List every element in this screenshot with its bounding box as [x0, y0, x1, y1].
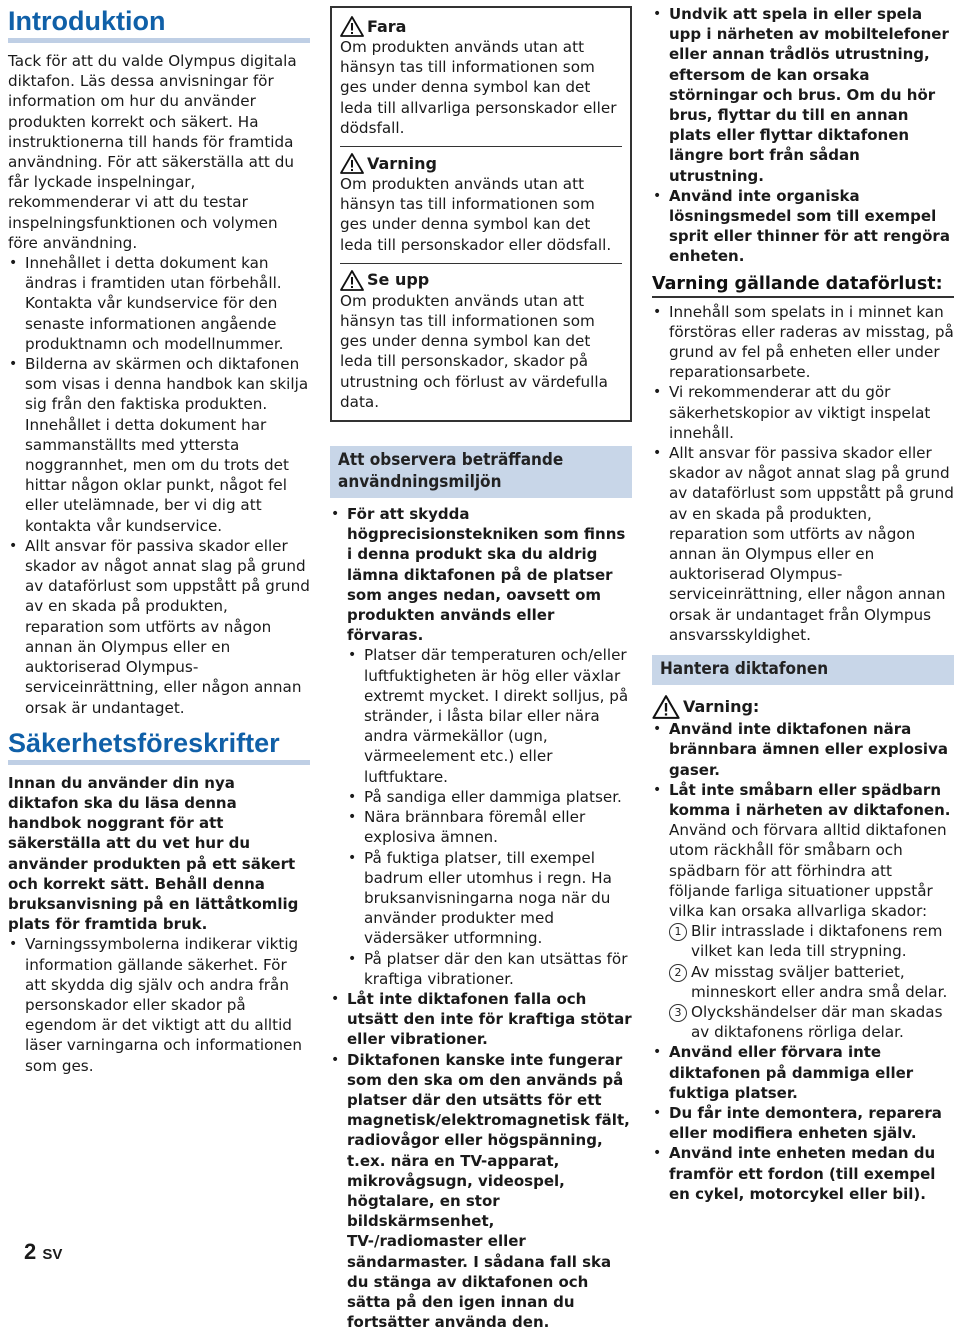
handle-title: Hantera diktafonen — [652, 655, 954, 685]
handle-bullets — [652, 719, 954, 1204]
list-item — [669, 962, 954, 1002]
list-item: • Allt ansvar för passiva skador eller skador av något annat slag på grund av dataförlust som uppstått på grund av en skada på produkten, reparation som utförts av någon annan än Olympus eller en auktoriserad Olympus-serviceinrättning, eller någon annan orsak är undantaget. — [8, 536, 310, 718]
environment-sub-bullets — [347, 645, 632, 988]
hazard-list — [669, 921, 954, 1042]
list-item — [669, 921, 954, 961]
list-item: • Innehåll som spelats in i minnet kan förstöras eller raderas av misstag, på grund av fel på enheten eller under reparationsarbete. — [652, 302, 954, 383]
environment-title-line1: Att observera beträffande — [338, 450, 564, 471]
environment-title-line2: användningsmiljön — [338, 472, 502, 493]
circled-number: 3 — [669, 1004, 687, 1022]
column-left — [8, 0, 310, 1076]
fara-text: Om produkten används utan att hänsyn tas till informationen som ges under denna symbol kan det leda till allvarliga personskador eller dödsfall. — [340, 38, 617, 137]
safety-bullets — [8, 934, 310, 1075]
warning-triangle-icon — [340, 16, 364, 37]
list-item: • Diktafonen kanske inte fungerar som den ska om den används på platser där den utsätts för ett magnetisk/elektromagnetisk fält, radiovågor eller högspänning, t.ex. nära en TV-apparat, mikrovågsugn, videospel, högtalare, en stor bildskärmsenhet, TV-/radiomaster eller sändarmaster. I sådana fall ska du stänga av diktafonen och sätta på den igen innan du fortsätter använda den. — [330, 1050, 632, 1332]
environment-title — [330, 446, 632, 498]
safety-bold-text: Innan du använder din nya diktafon ska du läsa denna handbok noggrant för att säkerställa att du vet hur du använder produkten på ett säkert och korrekt sätt. Behåll denna bruksanvisning på en lättåtkomlig plats för framtida bruk. — [8, 773, 299, 934]
top-bullets — [652, 4, 954, 267]
list-item: • Varningssymbolerna indikerar viktig information gällande säkerhet. För att skydda dig själv och andra från personskador eller skador på egendom är det viktigt att du alltid läser varningarna och informationen som ges. — [8, 934, 310, 1075]
column-right — [652, 0, 954, 1204]
list-item: • Använd inte organiska lösningsmedel som till exempel sprit eller thinner för att rengöra enheten. — [652, 186, 954, 267]
list-item: • Använd inte diktafonen nära brännbara ämnen eller explosiva gaser. — [652, 719, 954, 780]
list-item — [330, 504, 632, 989]
handle-warning-label: Varning: — [683, 697, 760, 717]
handle-warning-heading — [652, 695, 954, 719]
list-item: • Använd inte enheten medan du framför ett fordon (till exempel en cykel, motorcykel eller bil). — [652, 1143, 954, 1204]
fara-label: Fara — [367, 16, 407, 36]
intro-title: Introduktion — [8, 0, 310, 43]
list-item: • Platser där temperaturen och/eller luftfuktigheten är hög eller växlar extremt mycket. I direkt solljus, på stränder, i låsta bilar eller nära andra värmekällor (ugn, värmeelement etc.) eller luftfuktare. — [347, 645, 632, 786]
hazard-text: Av misstag sväljer batteriet, minneskort eller andra små delar. — [691, 962, 948, 1001]
intro-text: Tack för att du valde Olympus digitala diktafon. Läs dessa anvisningar för information om hur du använder produkten korrekt och säkert. Ha instruktionerna till hands för framtida användning. För att säkerställa att du får lyckade inspelningar, rekommenderar vi att du testar inspelningsfunktionen och volymen före användning. — [8, 52, 297, 252]
list-item: • På platser där den kan utsättas för kraftiga vibrationer. — [347, 949, 632, 989]
list-item: • Undvik att spela in eller spela upp i närheten av mobiltelefoner eller annan trådlös utrustning, eftersom de kan orsaka störningar och brus. Om du hör brus, flyttar du till en annan plats eller flyttar diktafonen längre bort från sådan utrustning. — [652, 4, 954, 186]
language-code: SV — [42, 1246, 63, 1263]
warning-triangle-icon — [340, 153, 364, 174]
handle-bullet-text: Använd och förvara alltid diktafonen utom räckhåll för småbarn och spädbarn för att förhindra att följande farliga situationer uppstår vilka kan orsaka allvarliga skador: — [669, 821, 947, 920]
page-footer — [24, 1240, 62, 1267]
handle-bullet-bold: Låt inte småbarn eller spädbarn komma i närheten av diktafonen. — [669, 780, 951, 819]
hazard-text: Olyckshändelser där man skadas av diktafonens rörliga delar. — [691, 1002, 943, 1042]
intro-bullets — [8, 253, 310, 718]
seupp-heading — [340, 270, 622, 291]
hazard-text: Blir intrasslade i diktafonens rem vilket kan leda till strypning. — [691, 922, 943, 961]
safety-title: Säkerhetsföreskrifter — [8, 722, 310, 765]
list-item: • På fuktiga platser, till exempel badrum eller utomhus i regn. Ha bruksanvisningarna noga när du använder produkter med vädersäker utformning. — [347, 848, 632, 949]
fara-heading — [340, 16, 622, 37]
list-item: • Vi rekommenderar att du gör säkerhetskopior av viktigt inspelat innehåll. — [652, 382, 954, 443]
list-item — [669, 1002, 954, 1042]
circled-number: 2 — [669, 964, 687, 982]
varning-label: Varning — [367, 153, 437, 173]
column-middle — [330, 0, 632, 1332]
data-loss-bullets — [652, 302, 954, 645]
warning-triangle-icon — [652, 695, 680, 719]
list-item: • Bilderna av skärmen och diktafonen som visas i denna handbok kan skilja sig från den faktiska produkten. Innehållet i detta dokument har sammanställts med yttersta noggrannhet, men om du trots det hittar någon oklar punkt, något fel eller utelämnade, ber vi dig att kontakta vår kundservice. — [8, 354, 310, 536]
environment-bullet-text: För att skydda högprecisionstekniken som finns i denna produkt ska du aldrig lämna diktafonen på de platser som anges nedan, oavsett om produkten används eller förvaras. — [347, 505, 626, 645]
seupp-text: Om produkten används utan att hänsyn tas till informationen som ges under denna symbol kan det leda till personskador, skador på utrustning och förlust av värdefulla data. — [340, 291, 608, 411]
environment-bullets — [330, 504, 632, 1332]
seupp-label: Se upp — [367, 270, 430, 290]
warning-symbols-box — [330, 6, 632, 422]
warning-triangle-icon — [340, 270, 364, 291]
list-item: • Låt inte diktafonen falla och utsätt den inte för kraftiga stötar eller vibrationer. — [330, 989, 632, 1050]
varning-heading — [340, 153, 622, 174]
data-loss-title: Varning gällande dataförlust: — [652, 267, 954, 298]
list-item: • Använd eller förvara inte diktafonen på dammiga eller fuktiga platser. — [652, 1042, 954, 1103]
list-item: • Innehållet i detta dokument kan ändras i framtiden utan förbehåll. Kontakta vår kundservice för den senaste informationen angående produktnamn och modellnummer. — [8, 253, 310, 354]
list-item: • Du får inte demontera, reparera eller modifiera enheten själv. — [652, 1103, 954, 1143]
divider — [340, 263, 622, 264]
circled-number: 1 — [669, 923, 687, 941]
varning-text: Om produkten används utan att hänsyn tas till informationen som ges under denna symbol kan det leda till personskador eller dödsfall. — [340, 175, 612, 254]
list-item: • Nära brännbara föremål eller explosiva ämnen. — [347, 807, 632, 847]
list-item: • På sandiga eller dammiga platser. — [347, 787, 632, 807]
page-number: 2 — [24, 1239, 37, 1264]
list-item: • Allt ansvar för passiva skador eller skador av något annat slag på grund av dataförlust som uppstått på grund av en skada på produkten, reparation som utförts av någon annan än Olympus eller en auktoriserad Olympus-serviceinrättning, eller någon annan orsak är undantaget från Olympus ansvarsskyldighet. — [652, 443, 954, 645]
divider — [340, 146, 622, 147]
list-item — [652, 780, 954, 1043]
